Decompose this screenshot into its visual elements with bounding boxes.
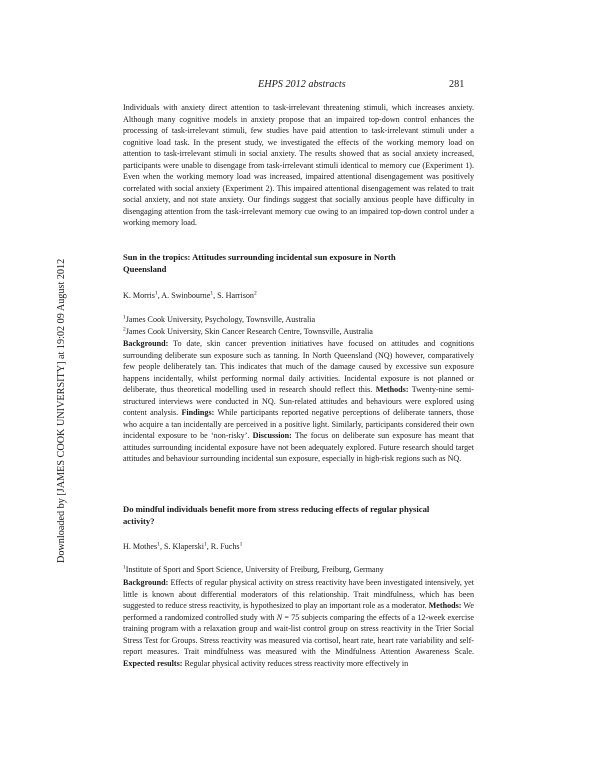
author-name: H. Mothes: [123, 542, 158, 551]
author-affiliation-mark: 1: [157, 541, 160, 548]
author-name: A. Swinbourne: [161, 291, 211, 300]
section-text: Regular physical activity reduces stress reactivity more effectively in: [182, 658, 409, 668]
abstract-text: [123, 338, 474, 465]
section-label: Discussion:: [252, 431, 292, 440]
affiliation: [123, 326, 474, 338]
author-affiliation-mark: 1: [204, 541, 207, 548]
affiliation-list: [123, 564, 474, 576]
affiliation-mark: 1: [123, 314, 126, 321]
section-label: Methods:: [375, 385, 409, 394]
abstract-body: [123, 338, 474, 465]
section-text: Effects of regular physical activity on stress reactivity have been investigated intensively, yet little is known about differential moderators of this relationship. Trait mindfulness, which has been suggested to reduce stress reactivity, is hypothesized to play an important role as a moderator.: [123, 578, 474, 610]
affiliation-text: James Cook University, Skin Cancer Research Centre, Townsville, Australia: [125, 326, 373, 336]
section-label: Findings:: [181, 408, 215, 417]
author-affiliation-mark: 1: [210, 290, 214, 297]
abstract-title: Do mindful individuals benefit more from stress reducing effects of regular physical activity?: [123, 504, 430, 526]
author-list: K. Morris$^1$, A. Swinbourne$^1$, S. Harrison$^2$: [123, 290, 257, 300]
running-title: EHPS 2012 abstracts: [258, 79, 346, 90]
section-label: Background:: [123, 339, 169, 348]
abstract-body: [123, 577, 474, 669]
author-affiliation-mark: 1: [239, 541, 243, 548]
affiliation-text: James Cook University, Psychology, Townsville, Australia: [125, 315, 316, 324]
abstract-text: Individuals with anxiety direct attention to task-irrelevant threatening stimuli, which increases anxiety. Although many cognitive models in anxiety propose that an impaired top-down control enhances the processing of task-irrelevant stimuli, few studies have paid attention to task-irrelevant stimuli under a cognitive load task. In the present study, we investigated the effects of the working memory load on attention to task-irrelevant stimuli in social anxiety. The results showed that as social anxiety increased, participants were unable to disengage from task-irrelevant stimuli identical to memory cue (Experiment 1). Even when the working memory load was increased, impaired attentional disengagement was positively correlated with social anxiety (Experiment 2). This impaired attentional disengagement was related to trait social anxiety, and not state anxiety. Our findings suggest that socially anxious people have difficulty in disengaging attention from the task-irrelevant memory cue owing to an impaired top-down control under a working memory load.: [123, 103, 474, 227]
section-text: While participants reported negative perceptions of deliberate tanners, those who acquire a tan incidentally are perceived in a positive light. Similarly, participants considered their own incidental exposure to be ‘non-risky’.: [123, 408, 475, 440]
abstract-text: [123, 577, 474, 669]
affiliation: [123, 314, 474, 326]
author-affiliation-mark: 1: [154, 290, 158, 297]
abstract-title: Sun in the tropics: Attitudes surrounding incidental sun exposure in North Queensland: [123, 252, 396, 274]
section-text: We performed a randomized controlled study with: [123, 601, 474, 622]
author-name: K. Morris: [123, 291, 155, 300]
author-name: S. Harrison: [217, 291, 254, 300]
section-text: Twenty-nine semi-structured interviews were conducted in NQ. Sun-related attitudes and behaviours were explored using content analysis.: [123, 385, 475, 417]
sample-size-symbol: N: [276, 612, 283, 622]
section-text: The focus on deliberate sun exposure has meant that attitudes surrounding incidental exposure have not been adequately explored. Future research should target attitudes and behaviour surrounding incidental sun exposure, especially in high-risk regions such as NQ.: [123, 431, 474, 463]
affiliation-list: [123, 314, 474, 337]
affiliation-text: Institute of Sport and Sport Science, University of Freiburg, Freiburg, Germany: [125, 565, 384, 574]
section-label: Methods:: [428, 601, 462, 610]
author-name: R. Fuchs: [210, 542, 240, 551]
author-name: S. Klaperski: [163, 542, 204, 551]
page-number: 281: [449, 79, 465, 90]
section-text: To date, skin cancer prevention initiatives have focused on attitudes and cognitions surrounding deliberate sun exposure such as tanning. In North Queensland (NQ) however, comparatively few people deliberately tan. This indicates that much of the damage caused by excessive sun exposure happens incidentally, whilst performing normal daily activities. Incidental exposure is not planned or deliberate, thus theoretical modelling used in research should reflect this.: [123, 339, 474, 394]
running-header: [0, 79, 600, 95]
author-list: H. Mothes$^1$, S. Klaperski$^1$, R. Fuchs$^1$: [123, 541, 243, 551]
affiliation: [123, 564, 474, 576]
download-watermark: Downloaded by [JAMES COOK UNIVERSITY] at 19:02 09 August 2012: [56, 258, 67, 563]
author-affiliation-mark: 2: [253, 290, 257, 297]
abstract-continuation: [123, 102, 474, 229]
affiliation-mark: 1: [123, 564, 126, 571]
section-text: = 75 subjects comparing the effects of a 12-week exercise training program with a relaxation group and wait-list control group on stress reactivity in the Trier Social Stress Test for Groups. Stress reactivity was measured via cortisol, heart rate, heart rate variability and self-report measures. Trait mindfulness was measured with the Mindfulness Attention Awareness Scale.: [123, 612, 474, 656]
section-label: Background:: [123, 578, 169, 587]
affiliation-mark: 2: [123, 325, 126, 332]
section-label: Expected results:: [123, 658, 183, 668]
